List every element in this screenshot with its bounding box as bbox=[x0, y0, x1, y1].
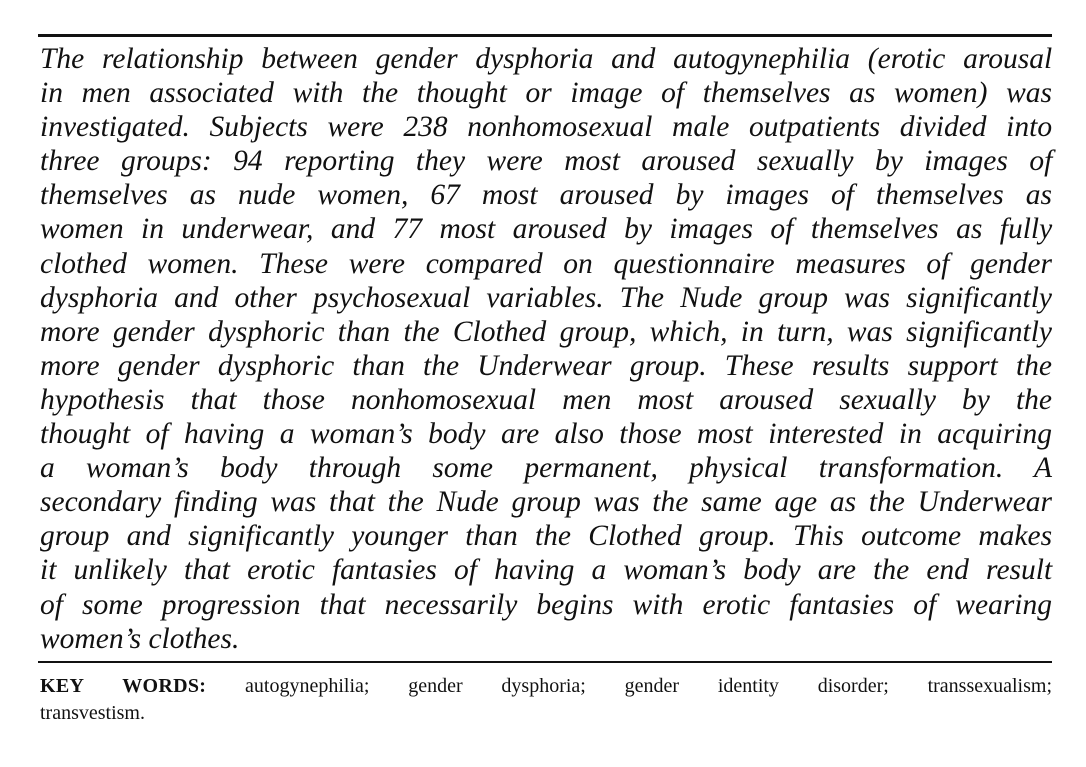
abstract-line: dysphoria and other psychosexual variables. The Nude group was significantly bbox=[40, 281, 1052, 314]
abstract-text bbox=[40, 42, 1052, 656]
abstract-line: more gender dysphoric than the Clothed group, which, in turn, was significantly bbox=[40, 315, 1052, 348]
abstract-line-last: women’s clothes. bbox=[40, 622, 240, 655]
keywords-list: autogynephilia; gender dysphoria; gender identity disorder; transsexualism; bbox=[206, 675, 1053, 697]
abstract-line: group and significantly younger than the Clothed group. This outcome makes bbox=[40, 520, 1053, 553]
keywords-label: KEY WORDS: bbox=[40, 675, 207, 697]
keywords-block bbox=[40, 673, 1052, 727]
abstract-line: of some progression that necessarily begins with erotic fantasies of wearing bbox=[40, 588, 1052, 621]
abstract-line: secondary finding was that the Nude group was the same age as the Underwear bbox=[40, 486, 1053, 519]
keywords-line-1 bbox=[40, 673, 1052, 700]
abstract-line: a woman’s body through some permanent, physical transformation. A bbox=[40, 452, 1052, 485]
abstract-line: thought of having a woman’s body are also those most interested in acquiring bbox=[40, 418, 1053, 451]
abstract-line: hypothesis that those nonhomosexual men most aroused sexually by the bbox=[40, 383, 1052, 416]
abstract-line: themselves as nude women, 67 most aroused by images of themselves as bbox=[40, 179, 1052, 212]
abstract-line: women in underwear, and 77 most aroused by images of themselves as fully bbox=[40, 213, 1053, 246]
abstract-line: The relationship between gender dysphoria and autogynephilia (erotic arousal bbox=[40, 43, 1053, 75]
abstract-line: clothed women. These were compared on questionnaire measures of gender bbox=[40, 247, 1052, 280]
abstract-line: investigated. Subjects were 238 nonhomosexual male outpatients divided into bbox=[40, 111, 1053, 144]
abstract-line: it unlikely that erotic fantasies of having a woman’s body are the end result bbox=[40, 554, 1053, 587]
keywords-line-2: transvestism. bbox=[40, 702, 145, 724]
abstract-line: three groups: 94 reporting they were most aroused sexually by images of bbox=[40, 145, 1053, 178]
top-rule bbox=[38, 34, 1052, 37]
bottom-rule bbox=[38, 661, 1052, 663]
abstract-line: in men associated with the thought or image of themselves as women) was bbox=[40, 77, 1052, 110]
abstract-line: more gender dysphoric than the Underwear group. These results support the bbox=[40, 349, 1052, 382]
